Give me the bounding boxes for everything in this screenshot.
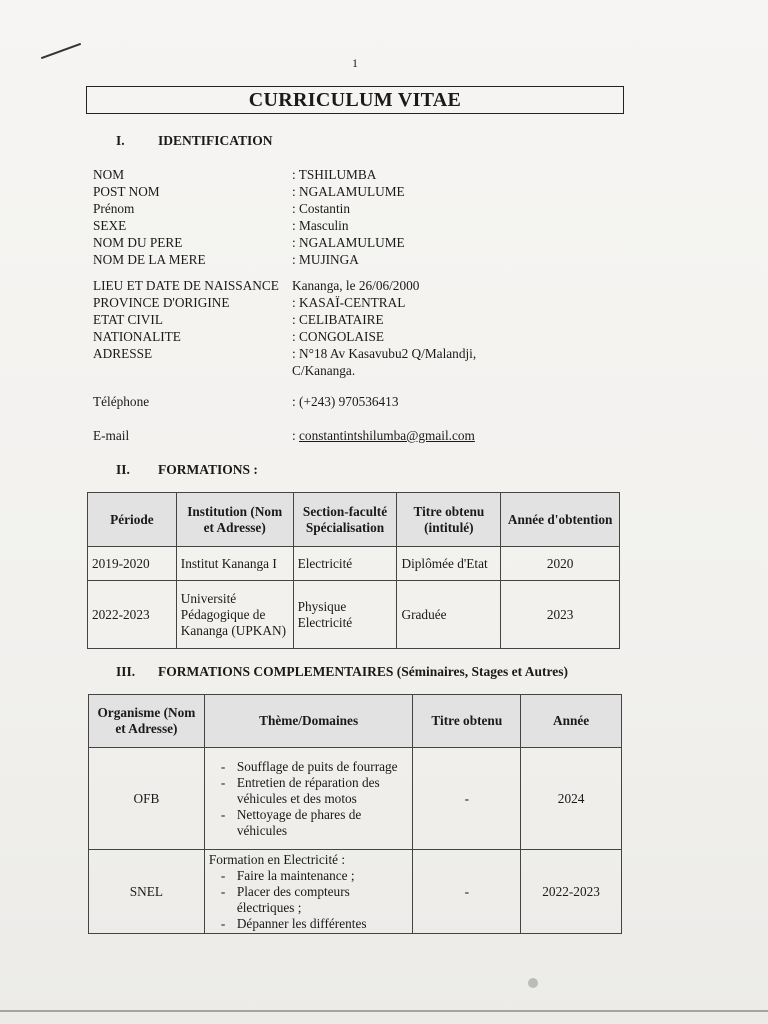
section-number: II. xyxy=(116,462,130,477)
field-value: Kananga, le 26/06/2000 xyxy=(292,278,420,293)
table-cell: - xyxy=(413,748,521,850)
table-cell: OFB xyxy=(89,748,205,850)
field-label: LIEU ET DATE DE NAISSANCE xyxy=(93,278,279,293)
table-cell: Electricité xyxy=(293,547,397,581)
field-label: E-mail xyxy=(93,428,130,443)
list-item: - Dépanner les différentes xyxy=(237,916,409,932)
email-link[interactable]: constantintshilumba@gmail.com xyxy=(299,428,475,443)
table-header-row xyxy=(89,695,622,748)
field-value: : NGALAMULUME xyxy=(292,235,405,250)
table-row xyxy=(88,547,620,581)
field-value: : Masculin xyxy=(292,218,349,233)
table-cell: 2019-2020 xyxy=(88,547,177,581)
field-value: C/Kananga. xyxy=(292,363,356,378)
field-value: : (+243) 970536413 xyxy=(292,394,399,409)
header-cell: Institution (Nom et Adresse) xyxy=(176,493,293,547)
table-cell: Graduée xyxy=(397,581,501,649)
field-label: Prénom xyxy=(93,201,135,216)
list-item: - Nettoyage de phares de véhicules xyxy=(237,807,409,839)
section-identification-heading xyxy=(116,133,273,149)
table-cell: 2024 xyxy=(521,748,622,850)
table-row xyxy=(88,581,620,649)
table-cell: SNEL xyxy=(89,850,205,934)
table-cell: 2023 xyxy=(501,581,620,649)
field-value: : KASAÏ-CENTRAL xyxy=(292,295,406,310)
field-value-prefix: : xyxy=(292,428,300,443)
header-cell: Section-faculté Spécialisation xyxy=(293,493,397,547)
topic-intro: Formation en Electricité : xyxy=(208,851,346,867)
pen-mark xyxy=(41,43,81,59)
table-cell: Physique Electricité xyxy=(293,581,397,649)
section-complementaires-heading xyxy=(116,664,568,680)
table-cell xyxy=(204,850,413,934)
field-label: PROVINCE D'ORIGINE xyxy=(93,295,230,310)
header-cell: Période xyxy=(88,493,177,547)
field-label: NOM xyxy=(93,167,125,182)
table-row xyxy=(89,748,622,850)
table-cell: - xyxy=(413,850,521,934)
field-value: : Costantin xyxy=(292,201,350,216)
field-value: : NGALAMULUME xyxy=(292,184,405,199)
field-value: : MUJINGA xyxy=(292,252,359,267)
header-cell: Organisme (Nom et Adresse) xyxy=(89,695,205,748)
section-number: III. xyxy=(116,664,136,679)
field-label: POST NOM xyxy=(93,184,160,199)
field-value: : CONGOLAISE xyxy=(292,329,384,344)
field-label: NATIONALITE xyxy=(93,329,181,344)
header-cell: Titre obtenu (intitulé) xyxy=(397,493,501,547)
scan-edge xyxy=(0,1010,768,1012)
complementaires-table xyxy=(88,694,622,934)
table-cell: 2022-2023 xyxy=(521,850,622,934)
section-number: I. xyxy=(116,133,125,148)
field-value: : CELIBATAIRE xyxy=(292,312,384,327)
topic-list xyxy=(209,759,409,839)
scan-dot xyxy=(528,978,538,988)
page-number: 1 xyxy=(352,56,358,70)
header-cell: Année d'obtention xyxy=(501,493,620,547)
header-cell: Titre obtenu xyxy=(413,695,521,748)
table-cell xyxy=(204,748,413,850)
section-title: FORMATIONS : xyxy=(158,462,258,477)
header-cell: Thème/Domaines xyxy=(204,695,413,748)
list-item: - Soufflage de puits de fourrage xyxy=(237,759,409,775)
table-cell: 2020 xyxy=(501,547,620,581)
table-cell: Diplômée d'Etat xyxy=(397,547,501,581)
section-title: FORMATIONS COMPLEMENTAIRES (Séminaires, Stages et Autres) xyxy=(158,664,568,679)
table-row xyxy=(89,850,622,934)
formations-table xyxy=(87,492,620,649)
document-title: CURRICULUM VITAE xyxy=(86,86,624,114)
section-title: IDENTIFICATION xyxy=(158,133,273,148)
field-value xyxy=(292,427,475,444)
field-value: : N°18 Av Kasavubu2 Q/Malandji, xyxy=(292,346,477,361)
list-item: - Faire la maintenance ; xyxy=(237,868,409,884)
field-label: ETAT CIVIL xyxy=(93,312,163,327)
list-item: - Placer des compteurs électriques ; xyxy=(237,884,409,916)
section-formations-heading xyxy=(116,462,258,478)
field-label: NOM DE LA MERE xyxy=(93,252,206,267)
field-label: ADRESSE xyxy=(93,346,153,361)
field-value: : TSHILUMBA xyxy=(292,167,377,182)
field-label: NOM DU PERE xyxy=(93,235,183,250)
topic-list xyxy=(209,868,409,932)
list-item: - Entretien de réparation des véhicules et des motos xyxy=(237,775,409,807)
field-label: SEXE xyxy=(93,218,127,233)
field-label: Téléphone xyxy=(93,394,150,409)
header-cell: Année xyxy=(521,695,622,748)
table-header-row xyxy=(88,493,620,547)
table-cell: Université Pédagogique de Kananga (UPKAN) xyxy=(176,581,293,649)
table-cell: 2022-2023 xyxy=(88,581,177,649)
table-cell: Institut Kananga I xyxy=(176,547,293,581)
